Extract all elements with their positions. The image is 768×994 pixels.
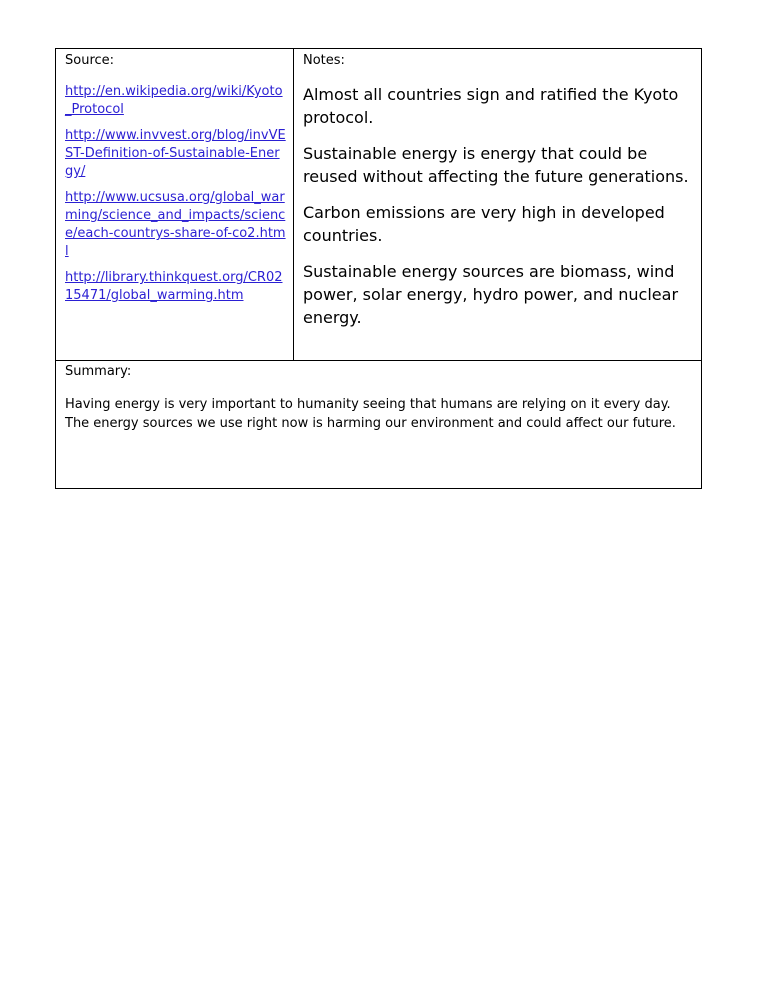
note-item: Sustainable energy is energy that could be reused without affecting the future generations. bbox=[303, 144, 689, 186]
source-column bbox=[56, 49, 294, 360]
research-note-card bbox=[55, 48, 702, 489]
summary-label: Summary: bbox=[65, 364, 132, 379]
note-item: Carbon emissions are very high in developed countries. bbox=[303, 203, 665, 245]
source-notes-row bbox=[56, 49, 701, 361]
source-link-list bbox=[65, 83, 287, 313]
notes-label: Notes: bbox=[303, 53, 345, 68]
source-link-ucsusa[interactable]: http://www.ucsusa.org/global_warming/science_and_impacts/science/each-countrys-share-of-co2.html bbox=[65, 190, 286, 259]
source-label: Source: bbox=[65, 53, 115, 68]
note-item: Almost all countries sign and ratified the Kyoto protocol. bbox=[303, 85, 679, 127]
source-link-thinkquest[interactable]: http://library.thinkquest.org/CR0215471/global_warming.htm bbox=[65, 270, 283, 303]
summary-text: Having energy is very important to humanity seeing that humans are relying on it every day. The energy sources we use right now is harming our environment and could affect our future. bbox=[65, 397, 676, 431]
notes-column bbox=[294, 49, 701, 360]
note-item: Sustainable energy sources are biomass, wind power, solar energy, hydro power, and nuclear energy. bbox=[303, 262, 679, 327]
source-link-wikipedia-kyoto[interactable]: http://en.wikipedia.org/wiki/Kyoto_Protocol bbox=[65, 84, 283, 117]
notes-list bbox=[303, 83, 695, 342]
source-link-invvest[interactable]: http://www.invvest.org/blog/invVEST-Definition-of-Sustainable-Energy/ bbox=[65, 128, 286, 179]
